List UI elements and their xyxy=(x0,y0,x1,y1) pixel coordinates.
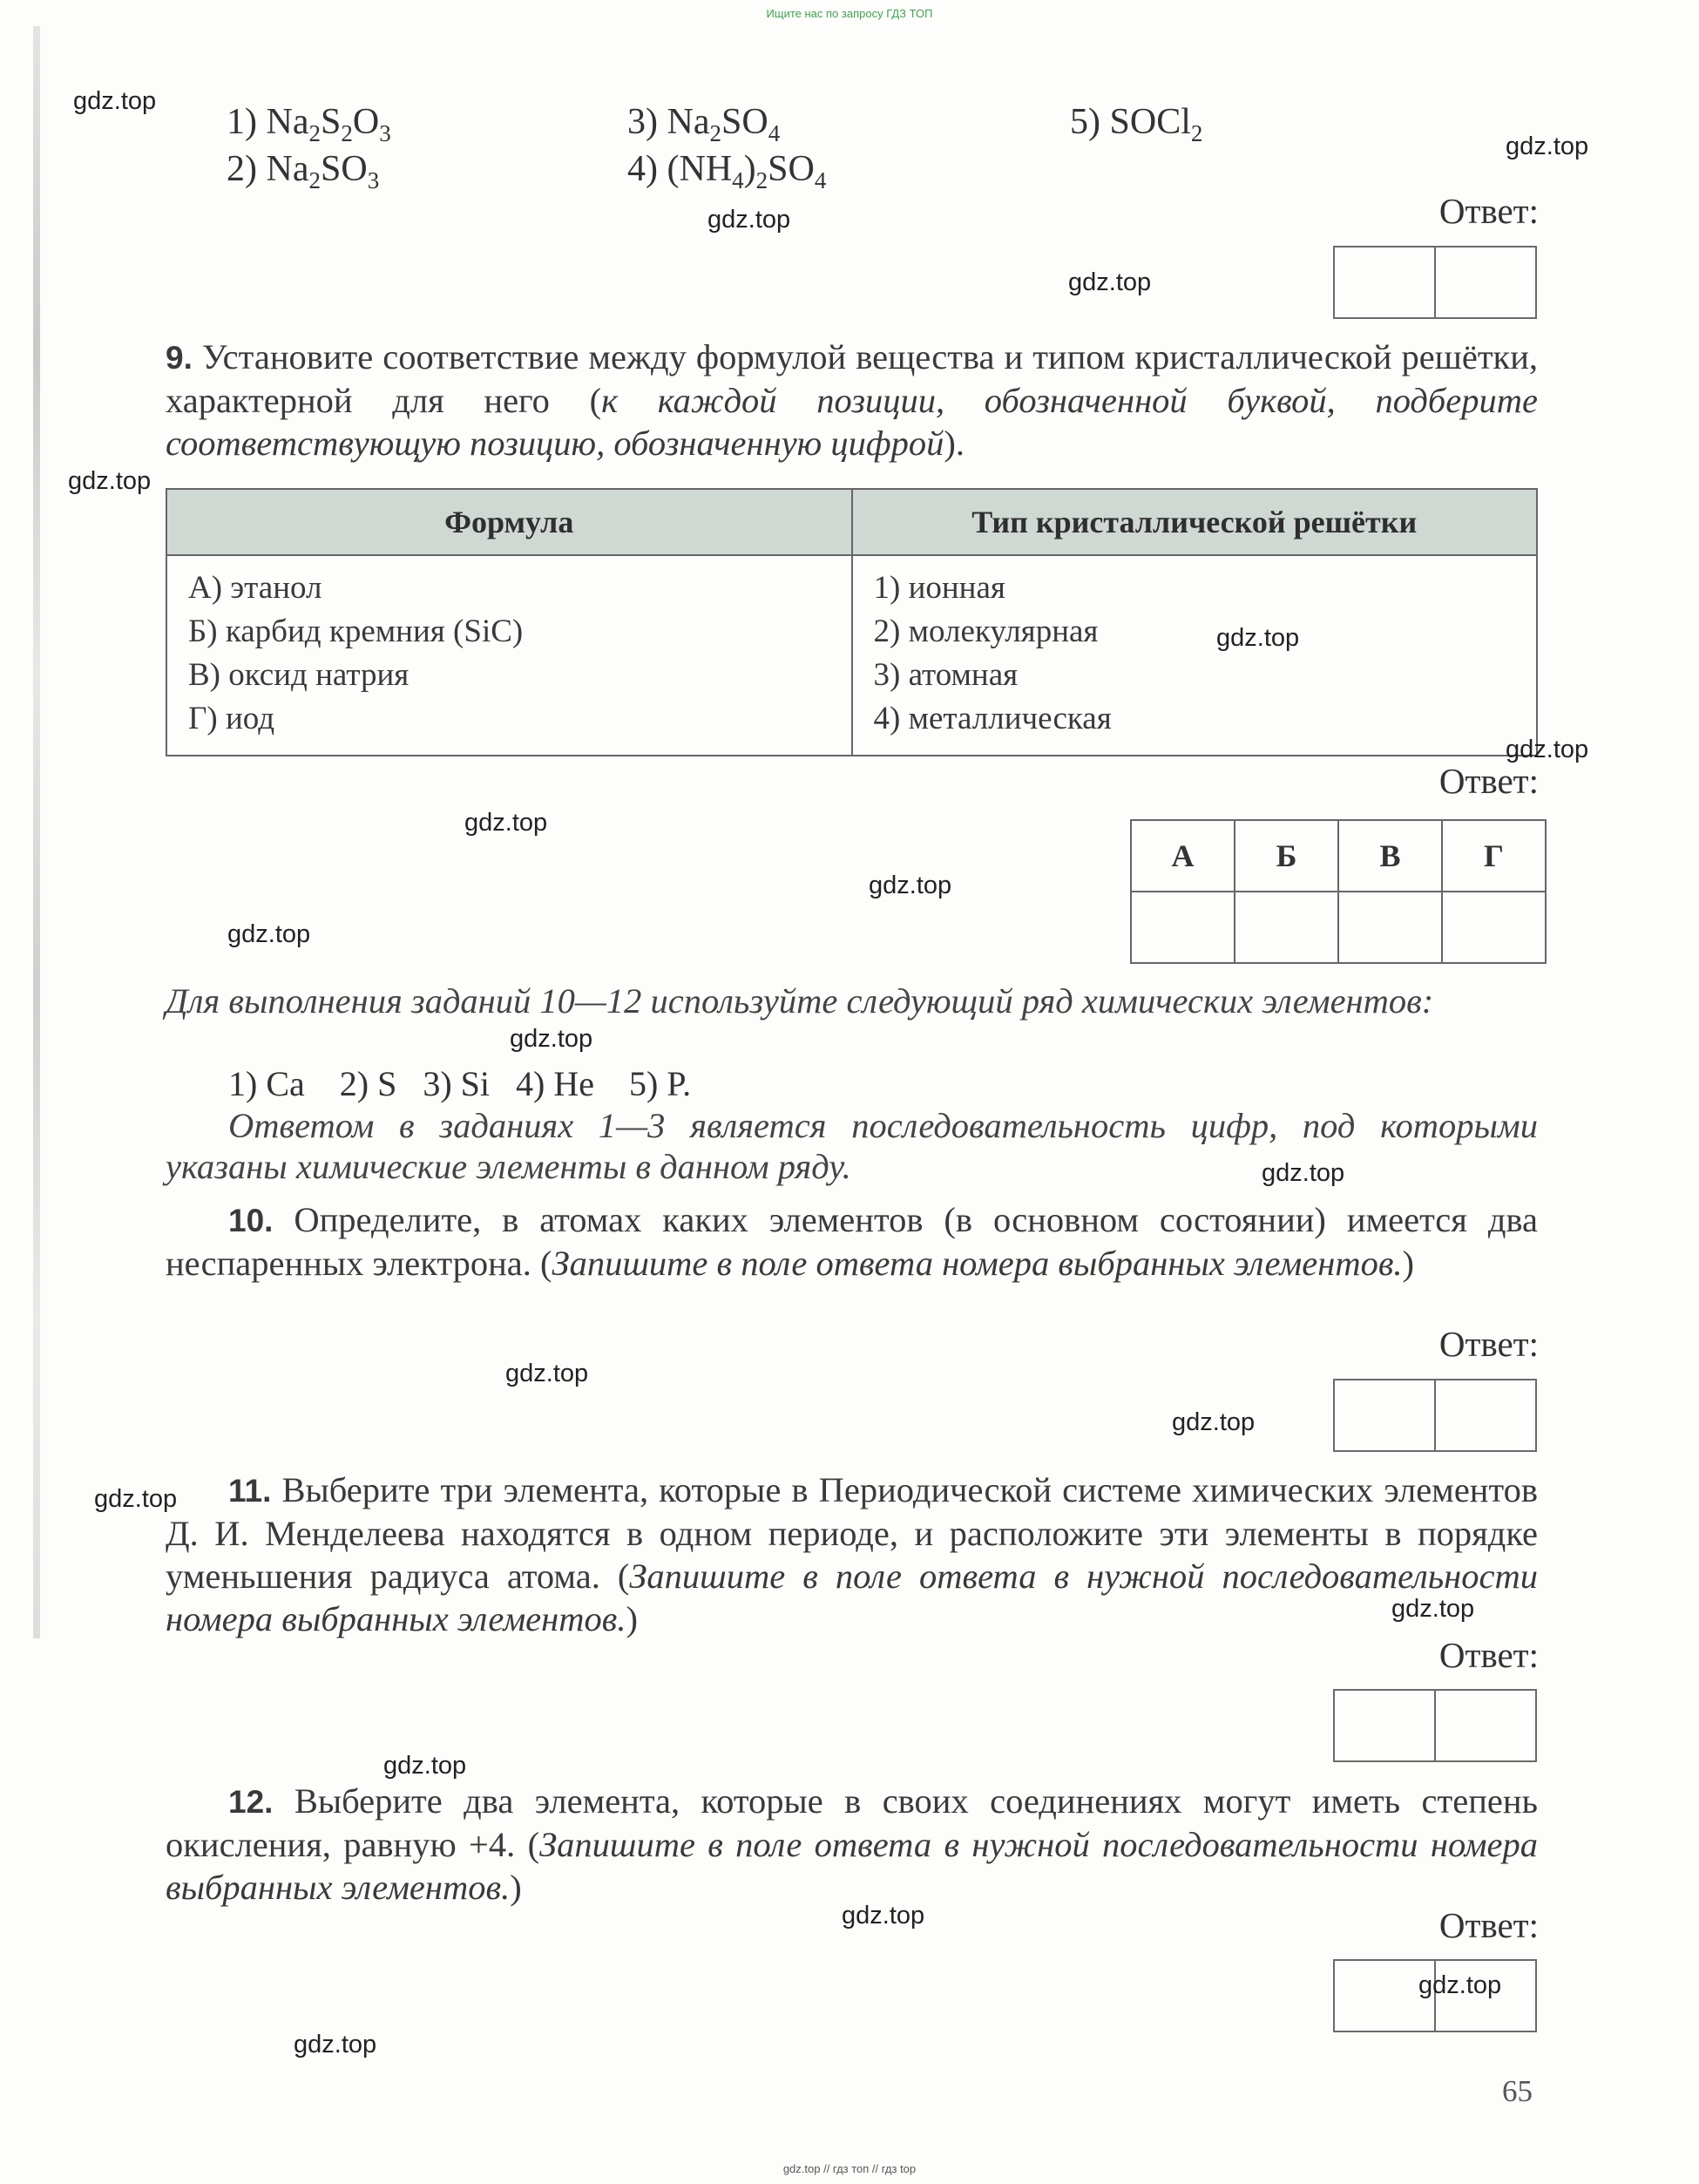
option-5: 5) SOCl$_2$ xyxy=(1070,102,1203,146)
top-banner[interactable]: Ищите нас по запросу ГДЗ ТОП xyxy=(766,7,933,20)
watermark: gdz.top xyxy=(73,87,157,115)
task-12-text: 12. Выберите два элемента, которые в своих соединениях могут иметь степень окисления, равную +4. (Запишите в поле ответа в нужной последовательности номера выбранных элементов.) xyxy=(166,1781,1539,1907)
watermark: gdz.top xyxy=(68,467,152,495)
option-1: 1) $Na_2S_2O_3$ xyxy=(227,102,391,146)
option-4: 4) $(NH_4)_2SO_4$ xyxy=(627,149,827,193)
answer-box-task11[interactable] xyxy=(1333,1689,1537,1762)
answer-cell[interactable] xyxy=(1335,1691,1436,1760)
watermark: gdz.top xyxy=(510,1025,593,1053)
answer-label-task9: Ответ: xyxy=(1438,761,1539,801)
lattice-type-list: 1) ионная 2) молекулярная 3) атомная 4) металлическая xyxy=(852,555,1538,756)
watermark: gdz.top xyxy=(1216,624,1300,652)
watermark: gdz.top xyxy=(842,1902,925,1930)
option-2: 2) $Na_2SO_3$ xyxy=(227,149,380,193)
watermark: gdz.top xyxy=(294,2031,377,2059)
answer-cell[interactable] xyxy=(1235,892,1338,963)
option-3: 3) $Na_2SO_4$ xyxy=(627,102,781,146)
formula-column-header: Формула xyxy=(166,489,852,555)
task-9-text: 9. Установите соответствие между формулой вещества и типом кристаллической решётки, характерной для него (к каждой позиции, обозначенной буквой, подберите соответствующую позицию, обозначенную цифрой). xyxy=(166,337,1538,463)
watermark: gdz.top xyxy=(383,1752,467,1780)
watermark: gdz.top xyxy=(869,872,952,899)
watermark: gdz.top xyxy=(94,1485,178,1513)
answer-label-task11: Ответ: xyxy=(1438,1635,1539,1675)
answer-cell[interactable] xyxy=(1338,892,1442,963)
letter-header: Б xyxy=(1235,820,1338,892)
letter-header: А xyxy=(1131,820,1235,892)
answer-cell[interactable] xyxy=(1436,248,1535,317)
matching-table xyxy=(166,488,1538,756)
answer-grid-task9[interactable] xyxy=(1130,819,1547,964)
watermark: gdz.top xyxy=(1391,1595,1475,1623)
answer-format-note: Ответом в заданиях 1—3 является последовательность цифр, под которыми указаны химические элементы в данном ряду. xyxy=(166,1106,1538,1186)
task-10-text: 10. Определите, в атомах каких элементов (в основном состоянии) имеется два неспаренных электрона. (Запишите в поле ответа номера выбранных элементов.) xyxy=(166,1200,1538,1283)
answer-cell[interactable] xyxy=(1442,892,1546,963)
watermark: gdz.top xyxy=(1068,268,1152,296)
bottom-banner[interactable]: gdz.top // гдз топ // гдз top xyxy=(782,2162,917,2175)
watermark: gdz.top xyxy=(1172,1408,1256,1436)
answer-cell[interactable] xyxy=(1335,1380,1436,1450)
watermark: gdz.top xyxy=(1262,1159,1345,1187)
answer-label-task12: Ответ: xyxy=(1438,1905,1539,1945)
book-spine-shadow xyxy=(33,26,40,1638)
answer-label-task10: Ответ: xyxy=(1438,1324,1539,1364)
lattice-column-header: Тип кристаллической решётки xyxy=(852,489,1538,555)
answer-cell[interactable] xyxy=(1335,248,1436,317)
task-11-text: 11. Выберите три элемента, которые в Периодической системе химических элементов Д. И. Менделеева находятся в одном периоде, и расположите эти элементы в порядке уменьшения радиуса атома. (Запишите в поле ответа в нужной последовательности номера выбранных элементов.) xyxy=(166,1470,1539,1638)
watermark: gdz.top xyxy=(707,206,791,234)
letter-header: В xyxy=(1338,820,1442,892)
intro-text: Для выполнения заданий 10—12 используйте следующий ряд химических элементов: xyxy=(166,981,1434,1021)
answer-label-task8: Ответ: xyxy=(1438,191,1539,231)
element-series: 1) Ca 2) S 3) Si 4) He 5) P. xyxy=(228,1064,692,1103)
watermark: gdz.top xyxy=(1418,1971,1502,1999)
answer-box-task8[interactable] xyxy=(1333,246,1537,319)
answer-box-task10[interactable] xyxy=(1333,1379,1537,1452)
formula-list: А) этанол Б) карбид кремния (SiC) В) оксид натрия Г) иод xyxy=(166,555,852,756)
watermark: gdz.top xyxy=(1506,736,1589,763)
page-number: 65 xyxy=(1502,2074,1533,2108)
watermark: gdz.top xyxy=(1506,132,1589,160)
watermark: gdz.top xyxy=(227,920,311,948)
watermark: gdz.top xyxy=(505,1360,589,1387)
answer-cell[interactable] xyxy=(1131,892,1235,963)
letter-header: Г xyxy=(1442,820,1546,892)
answer-cell[interactable] xyxy=(1436,1380,1535,1450)
watermark: gdz.top xyxy=(464,809,548,837)
answer-cell[interactable] xyxy=(1436,1691,1535,1760)
